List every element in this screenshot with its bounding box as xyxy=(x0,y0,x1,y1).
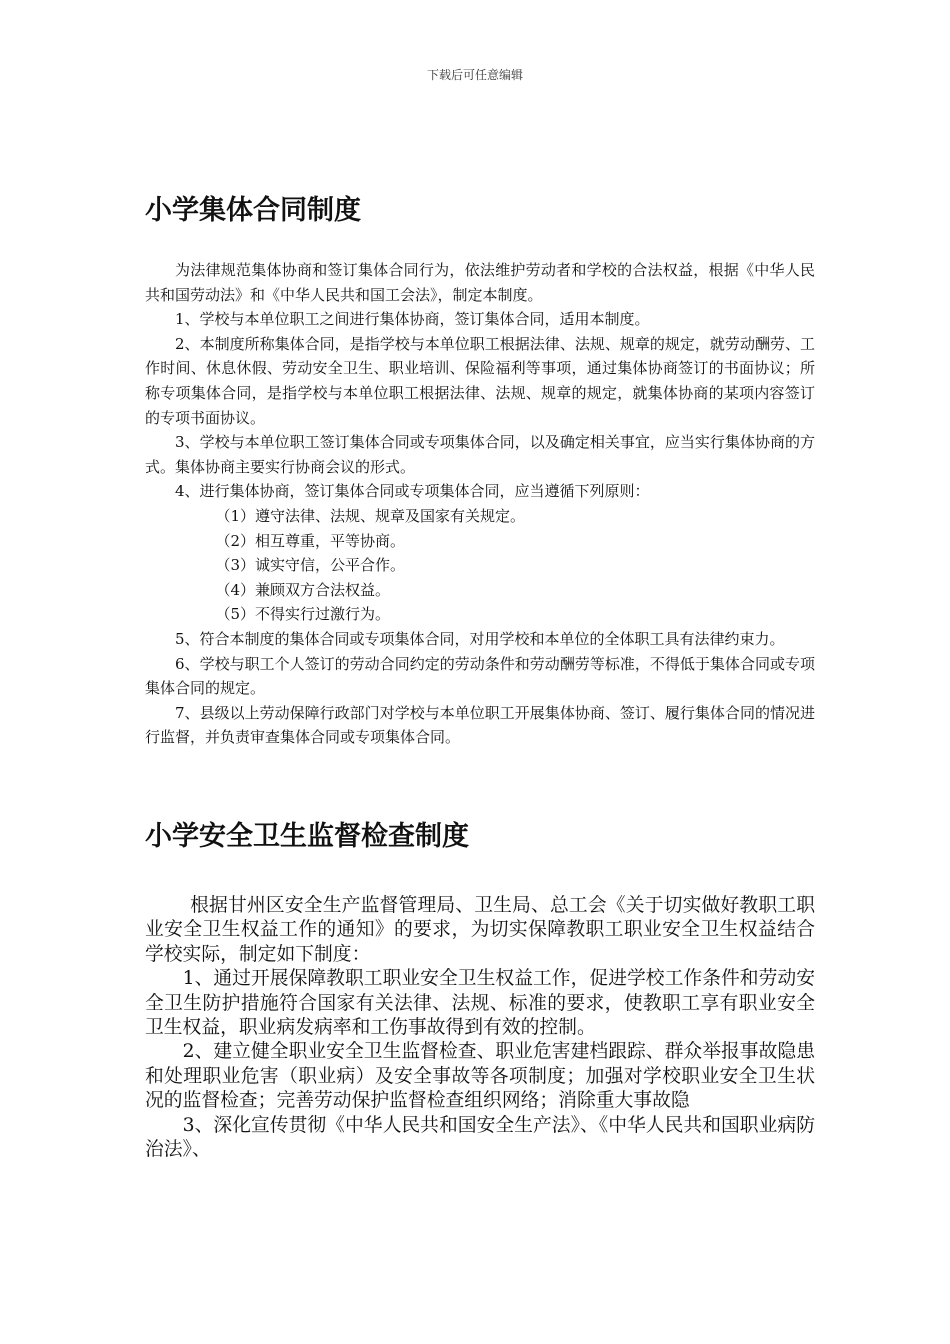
paragraph-intro: 根据甘州区安全生产监督管理局、卫生局、总工会《关于切实做好教职工职业安全卫生权益工作的通知》的要求，为切实保障教职工职业安全卫生权益结合学校实际，制定如下制度： xyxy=(145,895,815,965)
section-body xyxy=(145,258,815,750)
paragraph-item-3: 3、学校与本单位职工签订集体合同或专项集体合同，以及确定相关事宜，应当实行集体协商的方式。集体协商主要实行协商会议的形式。 xyxy=(145,433,815,476)
principle-4: （4）兼顾双方合法权益。 xyxy=(215,580,391,599)
paragraph-item-6: 6、学校与职工个人签订的劳动合同约定的劳动条件和劳动酬劳等标准，不得低于集体合同或专项集体合同的规定。 xyxy=(145,654,815,698)
principle-5: （5）不得实行过激行为。 xyxy=(215,605,391,624)
paragraph-item-4: 4、进行集体协商，签订集体合同或专项集体合同，应当遵循下列原则： xyxy=(175,482,650,501)
paragraph-item-2: 2、建立健全职业安全卫生监督检查、职业危害建档跟踪、群众举报事故隐患和处理职业危害（职业病）及安全事故等各项制度；加强对学校职业安全卫生状况的监督检查；完善劳动保护监督检查组织网络；消除重大事故隐 xyxy=(145,1041,815,1112)
paragraph-item-1: 1、学校与本单位职工之间进行集体协商，签订集体合同，适用本制度。 xyxy=(175,310,650,329)
principle-3: （3）诚实守信，公平合作。 xyxy=(215,556,406,575)
paragraph-item-7: 7、县级以上劳动保障行政部门对学校与本单位职工开展集体协商、签订、履行集体合同的情况进行监督，并负责审查集体合同或专项集体合同。 xyxy=(145,703,815,747)
paragraph-item-5: 5、符合本制度的集体合同或专项集体合同，对用学校和本单位的全体职工具有法律约束力。 xyxy=(175,629,785,648)
paragraph-item-1: 1、通过开展保障教职工职业安全卫生权益工作，促进学校工作条件和劳动安全卫生防护措施符合国家有关法律、法规、标准的要求，使教职工享有职业安全卫生权益，职业病发病率和工伤事故得到有效的控制。 xyxy=(145,968,815,1039)
paragraph-item-3: 3、深化宣传贯彻《中华人民共和国安全生产法》、《中华人民共和国职业病防治法》、 xyxy=(145,1114,815,1161)
paragraph-item-2: 2、本制度所称集体合同，是指学校与本单位职工根据法律、法规、规章的规定，就劳动酬劳、工作时间、休息休假、劳动安全卫生、职业培训、保险福利等事项，通过集体协商签订的书面协议；所称专项集体合同，是指学校与本单位职工根据法律、法规、规章的规定，就集体协商的某项内容签订的专项书面协议。 xyxy=(145,334,815,427)
principle-2: （2）相互尊重，平等协商。 xyxy=(215,531,406,550)
section-body xyxy=(145,894,815,1162)
section-collective-contract xyxy=(145,192,815,750)
principle-1: （1）遵守法律、法规、规章及国家有关规定。 xyxy=(215,506,526,525)
section-safety-inspection xyxy=(145,815,815,1162)
paragraph-intro: 为法律规范集体协商和签订集体合同行为，依法维护劳动者和学校的合法权益，根据《中华人民共和国劳动法》和《中华人民共和国工会法》，制定本制度。 xyxy=(145,261,815,304)
section-title: 小学安全卫生监督检查制度 xyxy=(145,821,469,852)
header-note: 下载后可任意编辑 xyxy=(426,68,523,82)
section-title: 小学集体合同制度 xyxy=(145,195,361,226)
